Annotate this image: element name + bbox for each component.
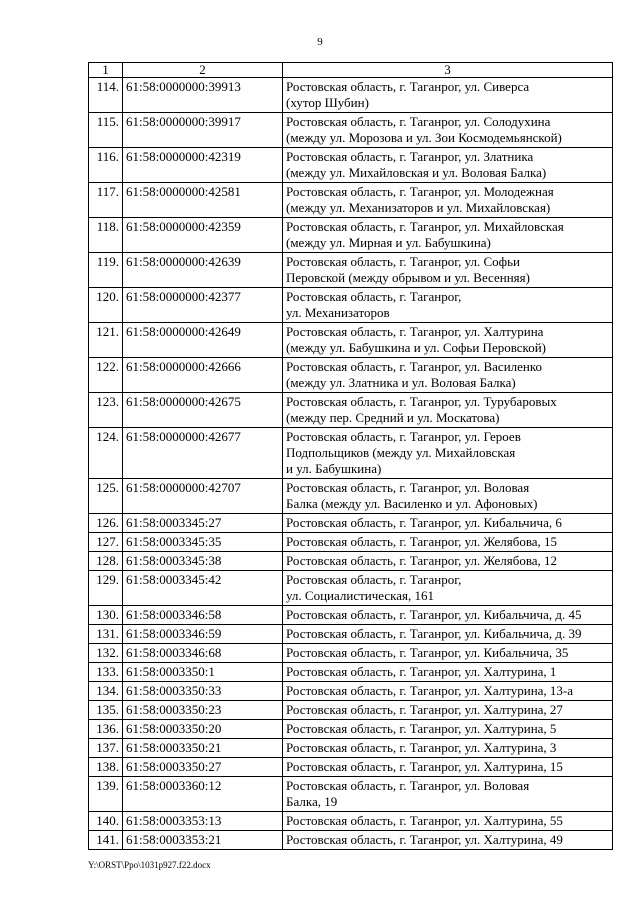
column-header-address: 3	[283, 63, 613, 78]
row-number: 134.	[89, 682, 123, 701]
row-number: 138.	[89, 758, 123, 777]
address-line: Ростовская область, г. Таганрог, ул. Желябова, 12	[286, 553, 558, 568]
cadastral-number: 61:58:0003360:12	[123, 777, 283, 812]
address-line: Ростовская область, г. Таганрог, ул. Халтурина	[286, 324, 544, 339]
table-row	[89, 113, 613, 148]
address-line: Ростовская область, г. Таганрог, ул. Кибальчича, д. 45	[286, 607, 582, 622]
table-row	[89, 253, 613, 288]
address	[283, 113, 613, 148]
address-line: Ростовская область, г. Таганрог, ул. Молодежная	[286, 184, 554, 199]
row-number: 133.	[89, 663, 123, 682]
address-line: ул. Механизаторов	[286, 305, 390, 320]
table-row	[89, 663, 613, 682]
table-row	[89, 218, 613, 253]
row-number: 137.	[89, 739, 123, 758]
address-line: (между ул. Михайловская и ул. Воловая Балка)	[286, 165, 547, 180]
address-line: Ростовская область, г. Таганрог, ул. Кибальчича, 6	[286, 515, 562, 530]
cadastral-number: 61:58:0003346:68	[123, 644, 283, 663]
address	[283, 625, 613, 644]
address-line: (между ул. Бабушкина и ул. Софьи Перовской)	[286, 340, 546, 355]
address-line: Перовской (между обрывом и ул. Весенняя)	[286, 270, 530, 285]
cadastral-number: 61:58:0003350:1	[123, 663, 283, 682]
cadastral-number: 61:58:0003353:21	[123, 831, 283, 850]
address	[283, 758, 613, 777]
table-row	[89, 571, 613, 606]
address-line: Ростовская область, г. Таганрог, ул. Турубаровых	[286, 394, 557, 409]
address	[283, 682, 613, 701]
address	[283, 644, 613, 663]
cadastral-number: 61:58:0003350:21	[123, 739, 283, 758]
address	[283, 183, 613, 218]
cadastral-number: 61:58:0000000:42581	[123, 183, 283, 218]
row-number: 126.	[89, 514, 123, 533]
cadastral-number: 61:58:0000000:42707	[123, 479, 283, 514]
address-line: Ростовская область, г. Таганрог, ул. Кибальчича, д. 39	[286, 626, 582, 641]
address-line: Ростовская область, г. Таганрог, ул. Халтурина, 3	[286, 740, 557, 755]
row-number: 122.	[89, 358, 123, 393]
cadastral-number: 61:58:0003350:27	[123, 758, 283, 777]
address-line: Ростовская область, г. Таганрог, ул. Сиверса	[286, 79, 530, 94]
cadastral-number: 61:58:0000000:39913	[123, 78, 283, 113]
cadastral-number: 61:58:0000000:42649	[123, 323, 283, 358]
table-row	[89, 739, 613, 758]
cadastral-number: 61:58:0003345:35	[123, 533, 283, 552]
address	[283, 663, 613, 682]
row-number: 116.	[89, 148, 123, 183]
address	[283, 606, 613, 625]
address-line: ул. Социалистическая, 161	[286, 588, 435, 603]
address-line: (между пер. Средний и ул. Москатова)	[286, 410, 500, 425]
table-row	[89, 682, 613, 701]
cadastral-number: 61:58:0000000:42675	[123, 393, 283, 428]
address	[283, 358, 613, 393]
row-number: 123.	[89, 393, 123, 428]
address-line: Ростовская область, г. Таганрог, ул. Солодухина	[286, 114, 551, 129]
row-number: 135.	[89, 701, 123, 720]
row-number: 130.	[89, 606, 123, 625]
cadastral-number: 61:58:0000000:42677	[123, 428, 283, 479]
address-line: Балка, 19	[286, 794, 338, 809]
address-line: Ростовская область, г. Таганрог, ул. Халтурина, 49	[286, 832, 563, 847]
address	[283, 514, 613, 533]
table-row	[89, 625, 613, 644]
row-number: 131.	[89, 625, 123, 644]
table-row	[89, 644, 613, 663]
address	[283, 479, 613, 514]
row-number: 119.	[89, 253, 123, 288]
address	[283, 218, 613, 253]
file-path-footer: Y:\ORST\Ppo\1031p927.f22.docx	[88, 860, 211, 870]
table-body	[89, 78, 613, 850]
cadastral-number: 61:58:0003350:33	[123, 682, 283, 701]
cadastral-number: 61:58:0003345:38	[123, 552, 283, 571]
address	[283, 393, 613, 428]
address-line: Ростовская область, г. Таганрог, ул. Василенко	[286, 359, 543, 374]
address-line: Ростовская область, г. Таганрог, ул. Халтурина, 5	[286, 721, 557, 736]
address	[283, 552, 613, 571]
table-header-row	[89, 63, 613, 78]
cadastral-number: 61:58:0003346:58	[123, 606, 283, 625]
table-row	[89, 777, 613, 812]
address-line: Ростовская область, г. Таганрог, ул. Кибальчича, 35	[286, 645, 569, 660]
cadastral-number: 61:58:0000000:42359	[123, 218, 283, 253]
cadastral-number: 61:58:0003350:20	[123, 720, 283, 739]
row-number: 132.	[89, 644, 123, 663]
address-line: (между ул. Мирная и ул. Бабушкина)	[286, 235, 491, 250]
row-number: 127.	[89, 533, 123, 552]
row-number: 118.	[89, 218, 123, 253]
address-line: (между ул. Морозова и ул. Зои Космодемьянской)	[286, 130, 562, 145]
address	[283, 288, 613, 323]
table-row	[89, 552, 613, 571]
row-number: 115.	[89, 113, 123, 148]
address	[283, 253, 613, 288]
row-number: 117.	[89, 183, 123, 218]
cadastral-number: 61:58:0003353:13	[123, 812, 283, 831]
cadastral-table	[88, 62, 613, 850]
table-row	[89, 812, 613, 831]
table-row	[89, 323, 613, 358]
row-number: 128.	[89, 552, 123, 571]
table-row	[89, 720, 613, 739]
row-number: 114.	[89, 78, 123, 113]
address-line: Ростовская область, г. Таганрог, ул. Воловая	[286, 778, 530, 793]
table-row	[89, 78, 613, 113]
address	[283, 533, 613, 552]
table-row	[89, 288, 613, 323]
row-number: 120.	[89, 288, 123, 323]
row-number: 124.	[89, 428, 123, 479]
address-line: Ростовская область, г. Таганрог, ул. Желябова, 15	[286, 534, 558, 549]
address	[283, 720, 613, 739]
address-line: Ростовская область, г. Таганрог, ул. Воловая	[286, 480, 530, 495]
address-line: (между ул. Златника и ул. Воловая Балка)	[286, 375, 516, 390]
address-line: (хутор Шубин)	[286, 95, 369, 110]
address-line: Ростовская область, г. Таганрог, ул. Халтурина, 13-а	[286, 683, 574, 698]
cadastral-number: 61:58:0003345:42	[123, 571, 283, 606]
address	[283, 701, 613, 720]
table-row	[89, 148, 613, 183]
column-header-number: 1	[89, 63, 123, 78]
address-line: Балка (между ул. Василенко и ул. Афоновых)	[286, 496, 538, 511]
row-number: 129.	[89, 571, 123, 606]
column-header-cadastral-number: 2	[123, 63, 283, 78]
address-line: Ростовская область, г. Таганрог,	[286, 572, 462, 587]
row-number: 136.	[89, 720, 123, 739]
cadastral-number: 61:58:0003346:59	[123, 625, 283, 644]
row-number: 141.	[89, 831, 123, 850]
cadastral-number: 61:58:0000000:42666	[123, 358, 283, 393]
address-line: Ростовская область, г. Таганрог, ул. Халтурина, 15	[286, 759, 563, 774]
table-row	[89, 183, 613, 218]
address	[283, 428, 613, 479]
table-row	[89, 393, 613, 428]
cadastral-number: 61:58:0000000:39917	[123, 113, 283, 148]
address-line: Ростовская область, г. Таганрог, ул. Халтурина, 55	[286, 813, 563, 828]
page-number: 9	[317, 36, 323, 48]
row-number: 125.	[89, 479, 123, 514]
address	[283, 78, 613, 113]
address	[283, 812, 613, 831]
address-line: Ростовская область, г. Таганрог, ул. Героев	[286, 429, 521, 444]
address	[283, 323, 613, 358]
address	[283, 571, 613, 606]
address	[283, 148, 613, 183]
table-row	[89, 479, 613, 514]
address-line: Ростовская область, г. Таганрог, ул. Халтурина, 1	[286, 664, 557, 679]
address-line: Ростовская область, г. Таганрог, ул. Михайловская	[286, 219, 564, 234]
table-row	[89, 701, 613, 720]
cadastral-number: 61:58:0003350:23	[123, 701, 283, 720]
row-number: 121.	[89, 323, 123, 358]
address-line: и ул. Бабушкина)	[286, 461, 382, 476]
address	[283, 777, 613, 812]
table-row	[89, 514, 613, 533]
address-line: (между ул. Механизаторов и ул. Михайловская)	[286, 200, 551, 215]
address-line: Ростовская область, г. Таганрог, ул. Златника	[286, 149, 534, 164]
row-number: 139.	[89, 777, 123, 812]
table-row	[89, 606, 613, 625]
table-row	[89, 758, 613, 777]
address-line: Подпольщиков (между ул. Михайловская	[286, 445, 516, 460]
cadastral-number: 61:58:0000000:42639	[123, 253, 283, 288]
row-number: 140.	[89, 812, 123, 831]
address	[283, 739, 613, 758]
cadastral-number: 61:58:0000000:42319	[123, 148, 283, 183]
table-row	[89, 831, 613, 850]
address	[283, 831, 613, 850]
table-row	[89, 428, 613, 479]
address-line: Ростовская область, г. Таганрог, ул. Халтурина, 27	[286, 702, 563, 717]
cadastral-number: 61:58:0000000:42377	[123, 288, 283, 323]
address-line: Ростовская область, г. Таганрог,	[286, 289, 462, 304]
cadastral-number: 61:58:0003345:27	[123, 514, 283, 533]
table-row	[89, 358, 613, 393]
table-row	[89, 533, 613, 552]
address-line: Ростовская область, г. Таганрог, ул. Софьи	[286, 254, 520, 269]
